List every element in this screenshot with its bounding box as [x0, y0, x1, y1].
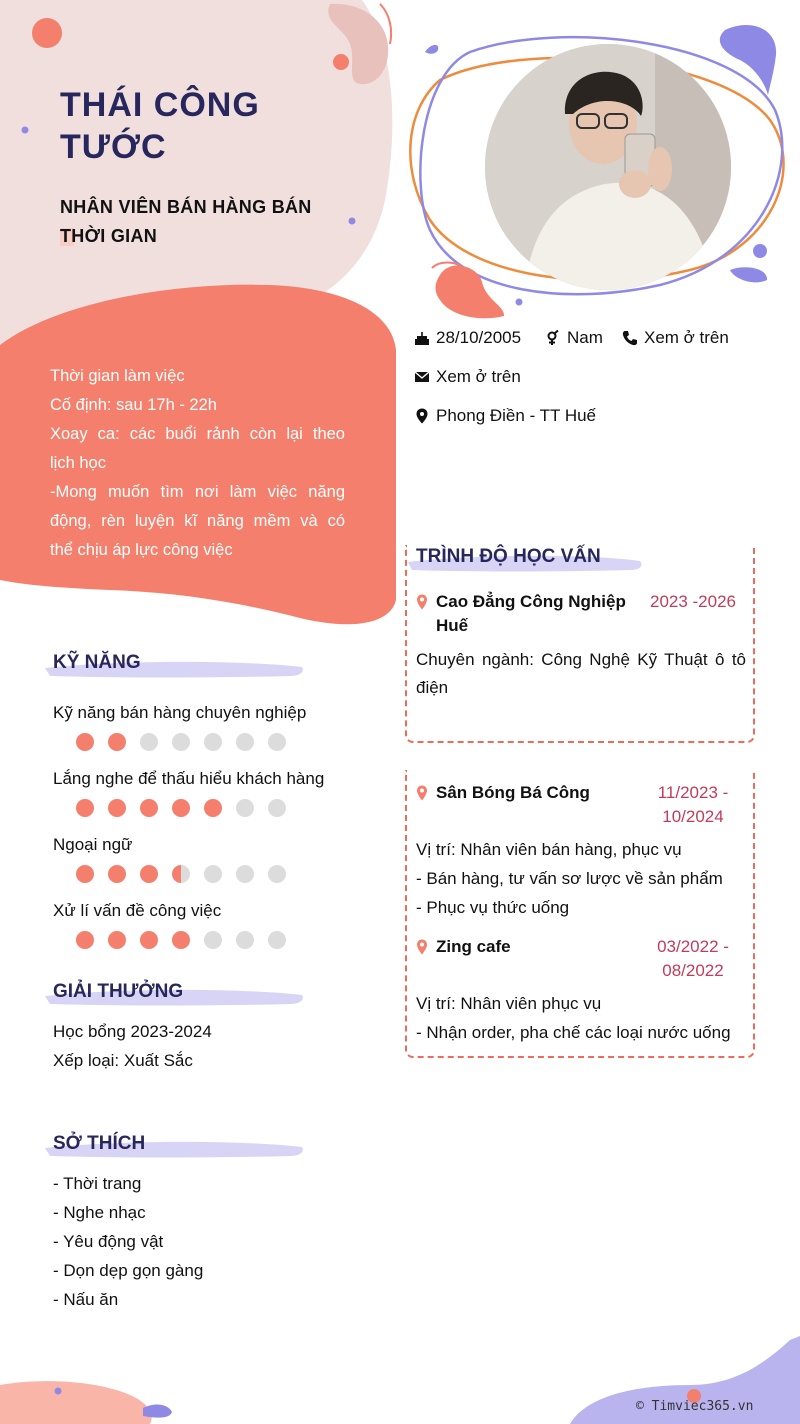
- profile-photo: [485, 44, 731, 290]
- objective-line: Thời gian làm việc: [50, 367, 185, 385]
- location-pin-icon: [414, 408, 430, 424]
- gender-value: Nam: [567, 328, 603, 347]
- address-value: Phong Điền - TT Huế: [436, 406, 597, 425]
- major-line-1: Chuyên ngành: Công Nghệ Kỹ Thuật ô tô: [416, 650, 746, 669]
- skill-dot: [268, 733, 286, 751]
- objective-line: thể chịu áp lực công việc: [50, 541, 233, 559]
- gender-info: [545, 328, 603, 348]
- job-detail: Vị trí: Nhân viên phục vụ: [416, 994, 602, 1013]
- objective-line: lịch học: [50, 454, 106, 472]
- job-period-line-2: 08/2022: [662, 961, 724, 980]
- skill-dot: [268, 931, 286, 949]
- skill-label: Lắng nghe để thấu hiểu khách hàng: [53, 769, 325, 788]
- hobby-item: - Dọn dẹp gọn gàng: [53, 1261, 204, 1280]
- hobby-item: - Thời trang: [53, 1174, 142, 1193]
- objective-line: -Mong muốn tìm nơi làm việc năng: [50, 483, 345, 501]
- candidate-name-line-1: THÁI CÔNG: [60, 86, 260, 124]
- gender-icon: [545, 330, 561, 346]
- skill-dot: [172, 931, 190, 949]
- location-pin-icon: [416, 594, 428, 610]
- birthday-info: [414, 328, 521, 348]
- phone-value: Xem ở trên: [644, 328, 729, 347]
- skill-label: Xử lí vấn đề công việc: [53, 901, 222, 920]
- objective-line: Xoay ca: các buổi rảnh còn lại theo: [50, 425, 345, 443]
- job-detail: - Nhận order, pha chế các loại nước uống: [416, 1023, 731, 1042]
- job-period-line-2: 10/2024: [662, 807, 724, 826]
- address-info: [414, 406, 596, 426]
- company-name: Zing cafe: [436, 937, 511, 956]
- skill-dot: [108, 733, 126, 751]
- skill-dot: [172, 733, 190, 751]
- objective-line: động, rèn luyện kĩ năng mềm và có: [50, 512, 345, 530]
- skill-dot: [268, 799, 286, 817]
- job-detail: Vị trí: Nhân viên bán hàng, phục vụ: [416, 840, 682, 859]
- job-period-line-1: 03/2022 -: [657, 937, 729, 956]
- job-title-line-1: NHÂN VIÊN BÁN HÀNG BÁN: [60, 197, 312, 217]
- award-line: Xếp loại: Xuất Sắc: [53, 1051, 193, 1070]
- award-line: Học bổng 2023-2024: [53, 1022, 212, 1041]
- candidate-name-line-2: TƯỚC: [60, 128, 167, 166]
- skill-dot: [108, 799, 126, 817]
- major-line-2: điện: [416, 678, 449, 697]
- objective-line: Cố định: sau 17h - 22h: [50, 396, 217, 414]
- education-period: 2023 -2026: [649, 592, 737, 611]
- awards-title: GIẢI THƯỞNG: [53, 981, 184, 1002]
- cake-icon: [414, 330, 430, 346]
- skill-label: Kỹ năng bán hàng chuyên nghiệp: [53, 703, 307, 722]
- hobby-item: - Yêu động vật: [53, 1232, 164, 1251]
- email-value: Xem ở trên: [436, 367, 521, 386]
- skill-dot: [172, 799, 190, 817]
- email-icon: [414, 369, 430, 385]
- skill-dot: [268, 865, 286, 883]
- hobbies-title: SỞ THÍCH: [53, 1133, 146, 1154]
- school-name-line-2: Huế: [436, 616, 469, 635]
- location-pin-icon: [416, 785, 428, 801]
- job-detail: - Bán hàng, tư vấn sơ lược về sản phẩm: [416, 869, 723, 888]
- job-title-line-2: THỜI GIAN: [60, 226, 158, 246]
- skill-dot: [236, 733, 254, 751]
- skill-dot: [204, 799, 222, 817]
- phone-icon: [622, 330, 638, 346]
- skill-dot: [140, 865, 158, 883]
- phone-info: [622, 328, 729, 348]
- company-name: Sân Bóng Bá Công: [436, 783, 590, 802]
- skill-dot: [172, 865, 190, 883]
- hobby-item: - Nấu ăn: [53, 1290, 119, 1309]
- skill-dot: [236, 931, 254, 949]
- birthday-value: 28/10/2005: [436, 328, 522, 347]
- watermark: © Timviec365.vn: [636, 1399, 754, 1414]
- skills-title: KỸ NĂNG: [53, 652, 141, 673]
- skill-dot: [76, 799, 94, 817]
- skill-dot: [108, 931, 126, 949]
- skill-dot: [236, 799, 254, 817]
- skill-dot: [204, 733, 222, 751]
- skill-dot: [76, 865, 94, 883]
- skill-rating: [76, 865, 286, 883]
- school-name-line-1: Cao Đẳng Công Nghiệp: [436, 592, 626, 611]
- skill-dot: [108, 865, 126, 883]
- skill-dot: [204, 865, 222, 883]
- education-title: TRÌNH ĐỘ HỌC VẤN: [416, 546, 601, 567]
- skill-dot: [76, 931, 94, 949]
- hobby-item: - Nghe nhạc: [53, 1203, 146, 1222]
- location-pin-icon: [416, 939, 428, 955]
- skill-rating: [76, 733, 286, 751]
- skill-dot: [76, 733, 94, 751]
- skill-dot: [140, 733, 158, 751]
- job-detail: - Phục vụ thức uống: [416, 898, 570, 917]
- skill-rating: [76, 931, 286, 949]
- skill-label: Ngoại ngữ: [53, 835, 133, 854]
- skill-dot: [204, 931, 222, 949]
- email-info: [414, 367, 521, 387]
- job-period-line-1: 11/2023 -: [657, 783, 729, 802]
- education-box: [405, 545, 755, 743]
- skill-rating: [76, 799, 286, 817]
- skill-dot: [140, 799, 158, 817]
- skill-dot: [236, 865, 254, 883]
- skill-dot: [140, 931, 158, 949]
